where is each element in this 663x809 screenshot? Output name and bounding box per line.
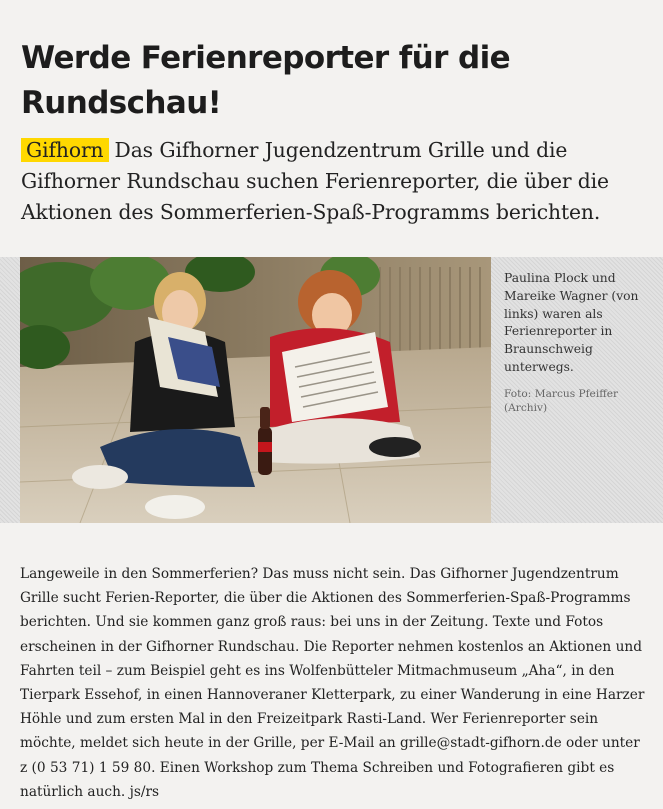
reporters-reading-newspaper-image — [20, 257, 491, 523]
article-headline: Werde Ferienreporter für die Rundschau! — [21, 40, 511, 121]
caption-text: Paulina Plock und Mareike Wagner (von links) waren als Ferienreporter in Braunschweig unterwegs. — [504, 271, 639, 374]
article-body: Langeweile in den Sommerferien? Das muss nicht sein. Das Gifhorner Jugendzentrum Grille sucht Ferien-Reporter, die über die Aktionen des Sommerferien-Spaß-Programms berichten. Und sie kommen ganz groß raus: bei uns in der Zeitung. Texte und Fotos erscheinen in der Gifhorner Rundschau. Die Reporter nehmen kostenlos an Aktionen und Fahrten teil – zum Beispiel geht es ins Wolfenbütteler Mitmachmuseum „Aha“, in den Tierpark Essehof, in einen Hannoveraner Kletterpark, zu einer Wanderung in eine Harzer Höhle und zum ersten Mal in den Freizeitpark Rasti-Land. Wer Ferienreporter sein möchte, meldet sich heute in der Grille, per E-Mail an grille@stadt-gifhorn.de oder unter z (0 53 71) 1 59 80. Einen Workshop zum Thema Schreiben und Fotografieren gibt es natürlich auch. js/rs — [20, 566, 645, 800]
photo-credit: Foto: Marcus Pfeiffer (Archiv) — [504, 387, 619, 414]
lead-text: Das Gifhorner Jugendzentrum Grille und die Gifhorner Rundschau suchen Ferienreporter, die über die Aktionen des Sommerferien-Spaß-Programms berichten. — [21, 138, 609, 224]
photo-caption — [504, 270, 654, 415]
article-lead — [21, 135, 651, 228]
location-tag: Gifhorn — [21, 138, 109, 162]
photo-block — [0, 257, 663, 523]
article-photo — [20, 257, 491, 523]
